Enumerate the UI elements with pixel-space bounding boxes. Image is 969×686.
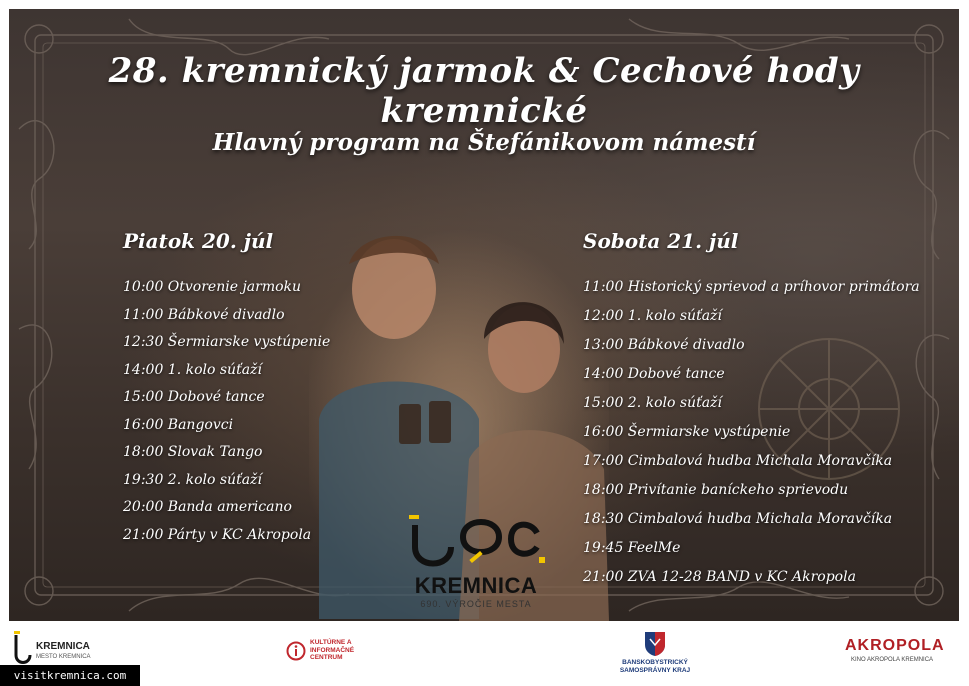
program-item: 19:45 FeelMe: [583, 540, 681, 556]
poster-subtitle: Hlavný program na Štefánikovom námestí: [212, 129, 756, 156]
program-item: 13:00 Bábkové divadlo: [583, 337, 745, 353]
program-item: 14:00 Dobové tance: [583, 366, 725, 382]
program-item: 15:00 Dobové tance: [123, 389, 265, 405]
sponsor-kremnica-tagline: MESTO KREMNICA: [36, 654, 91, 660]
day-heading: Piatok 20. júl: [123, 229, 274, 253]
logo-wordmark: KREMNICA: [414, 573, 538, 598]
program-item: 17:00 Cimbalová hudba Michala Moravčíka: [583, 453, 893, 469]
day-heading: Sobota 21. júl: [583, 229, 739, 253]
program-item: 15:00 2. kolo súťaží: [583, 395, 722, 411]
program-item: 11:00 Historický sprievod a príhovor primátora: [583, 279, 920, 295]
sponsor-bar: [0, 621, 969, 686]
sponsor-bbsk-text: BANSKOBYSTRICKÝ SAMOSPRÁVNY KRAJ: [619, 659, 691, 674]
program-item: 18:00 Slovak Tango: [123, 444, 263, 460]
program-item: 18:00 Privítanie baníckeho sprievodu: [583, 482, 849, 498]
sponsor-bbsk: [600, 631, 710, 676]
sponsor-kic: [286, 639, 376, 669]
sponsor-akropola-tagline: KINO AKROPOLA KREMNICA: [851, 657, 934, 663]
sponsor-akropola-name: AKROPOLA: [845, 637, 945, 654]
program-item: 10:00 Otvorenie jarmoku: [123, 279, 302, 295]
program-item: 20:00 Banda americano: [123, 499, 292, 515]
sponsor-akropola: [845, 637, 960, 667]
kremnica-690-logo: [401, 507, 551, 612]
program-item: 18:30 Cimbalová hudba Michala Moravčíka: [583, 511, 893, 527]
sponsor-kremnica-name: KREMNICA: [36, 641, 90, 652]
website-url-badge[interactable]: visitkremnica.com: [0, 665, 140, 686]
program-item: 11:00 Bábkové divadlo: [123, 306, 285, 323]
logo-tagline: 690. VÝROČIE MESTA: [420, 599, 532, 609]
sponsor-kic-text: KULTÚRNE A INFORMAČNÉ CENTRUM: [310, 639, 355, 661]
info-circle-icon: [286, 641, 306, 661]
program-item: 12:00 1. kolo súťaží: [583, 308, 722, 324]
program-item: 16:00 Šermiarske vystúpenie: [583, 424, 791, 440]
program-item: 16:00 Bangovci: [123, 416, 234, 433]
poster-title: 28. kremnický jarmok & Cechové hody kremnické: [108, 51, 860, 131]
event-poster: [9, 9, 959, 621]
logo-mark-icon: [401, 507, 551, 573]
program-item: 14:00 1. kolo súťaží: [123, 361, 262, 378]
program-item: 21:00 ZVA 12-28 BAND v KC Akropola: [583, 569, 856, 585]
program-item: 19:30 2. kolo súťaží: [123, 471, 262, 488]
friday-program: [123, 229, 383, 552]
sponsor-kremnica: [12, 629, 112, 669]
kremnica-mark-icon: [12, 629, 34, 669]
coat-of-arms-icon: [644, 631, 666, 657]
program-item: 12:30 Šermiarske vystúpenie: [123, 334, 331, 350]
saturday-program: [583, 229, 953, 596]
program-item: 21:00 Párty v KC Akropola: [123, 526, 312, 543]
